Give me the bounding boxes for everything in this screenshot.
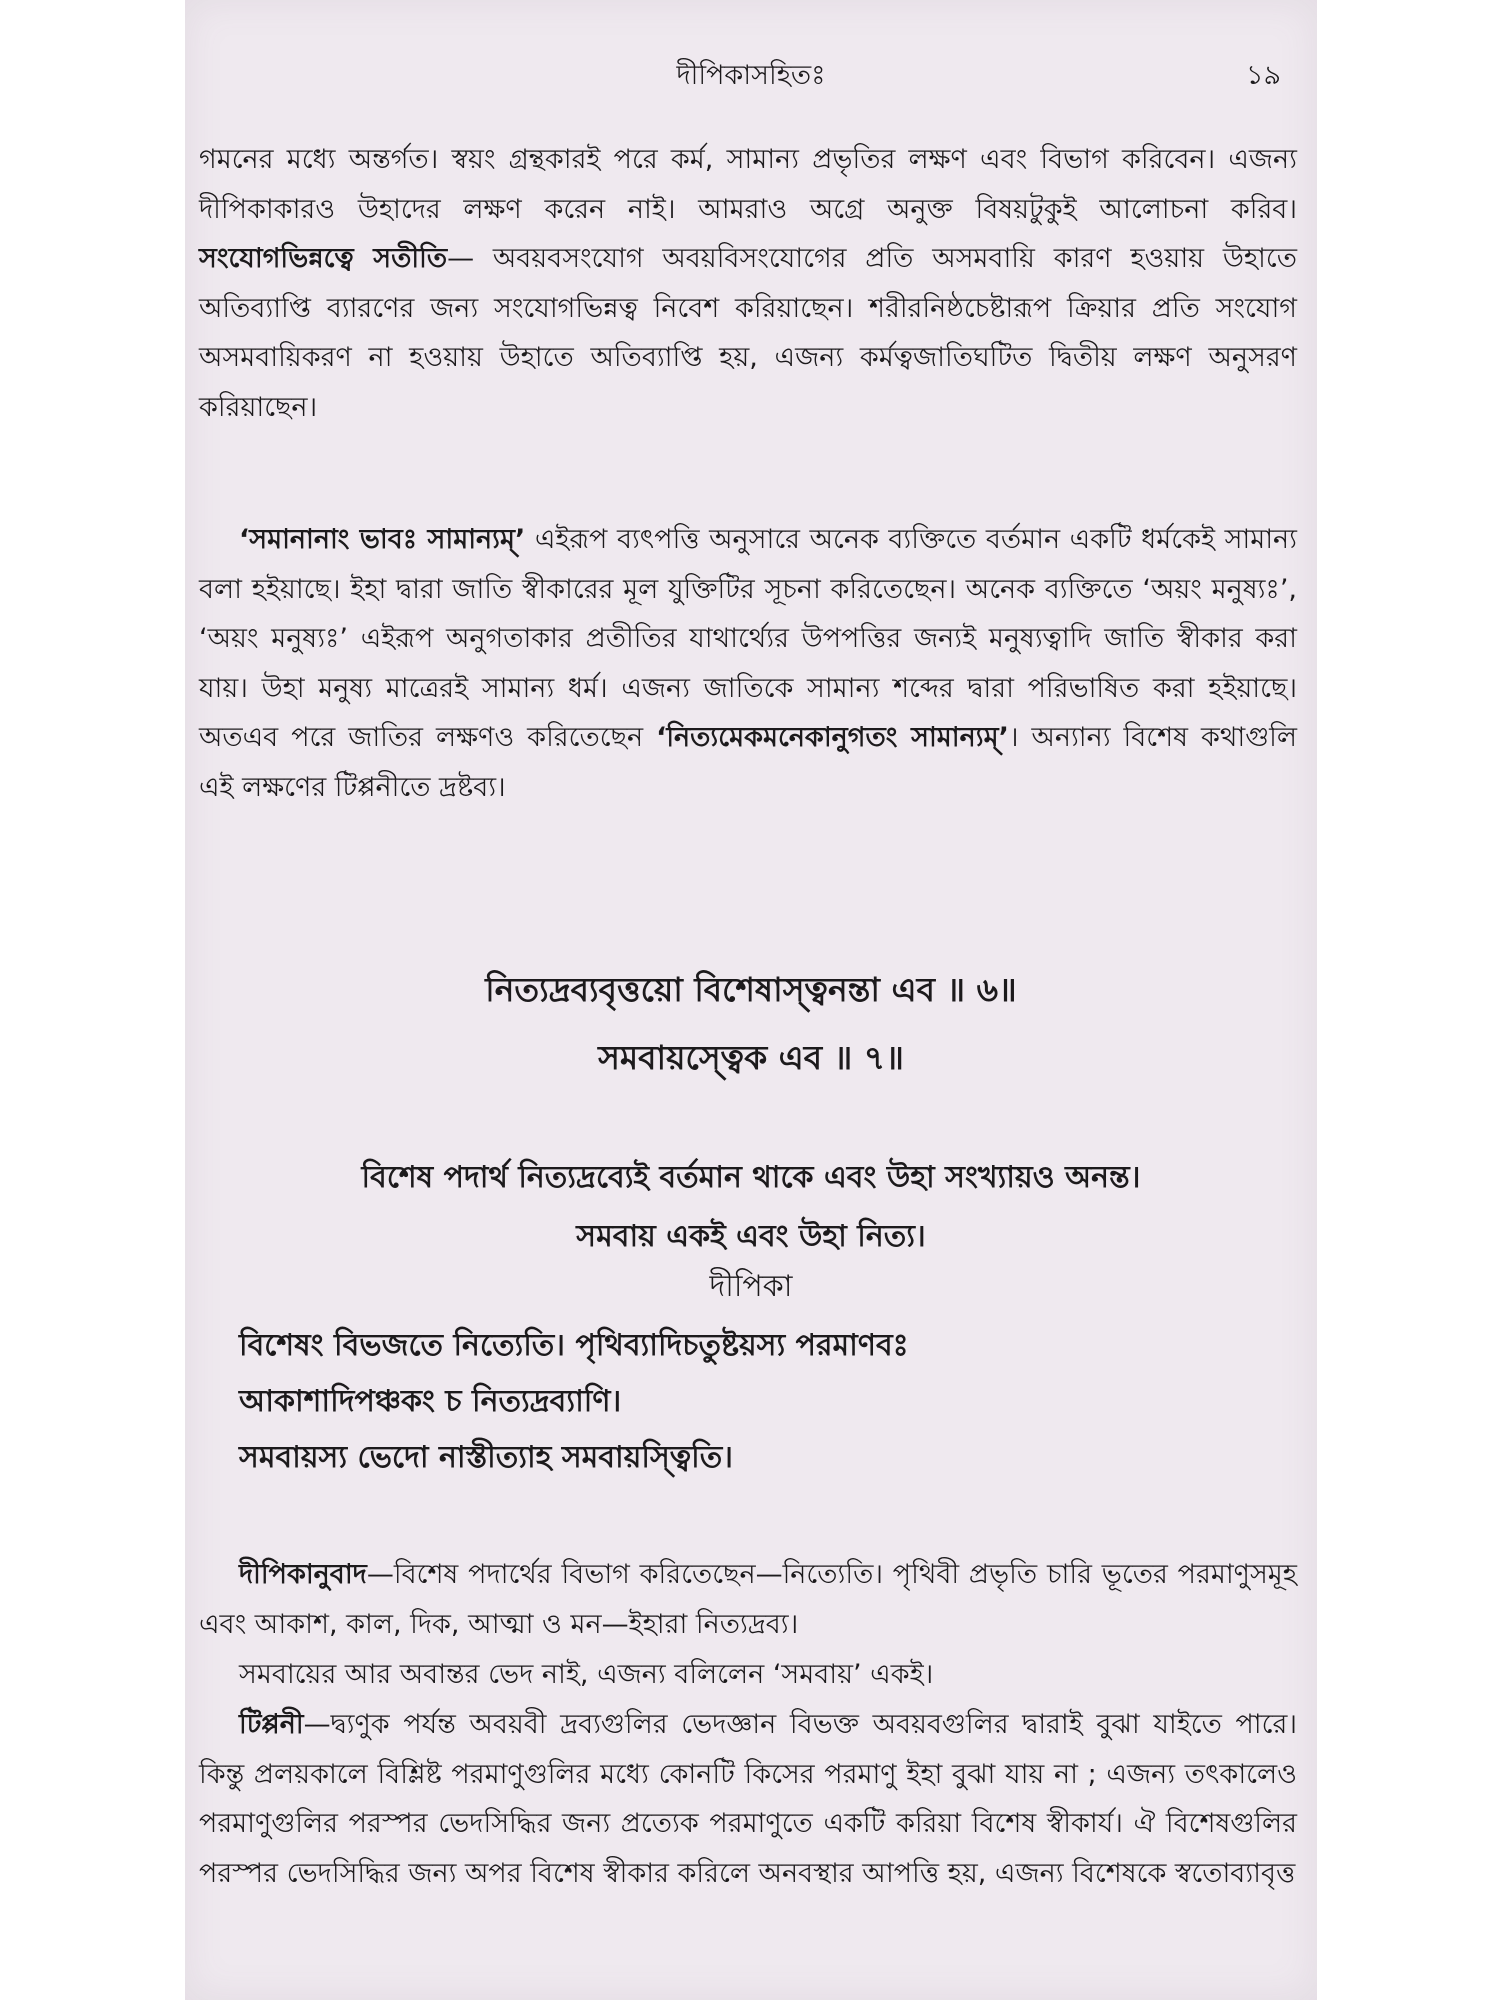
paragraph-1-text-a: গমনের মধ্যে অন্তর্গত। স্বয়ং গ্রন্থকারই পরে কর্ম, সামান্য প্রভৃতির লক্ষণ এবং বিভাগ করিবেন। এজন্য দীপিকাকারও উহাদের লক্ষণ করেন নাই। আমরাও অগ্রে অনুক্ত বিষয়টুকুই আলোচনা করিব। [199,144,1297,225]
sutra-line-2: সমবায়স্ত্বেক এব ॥ ৭॥ [598,1038,904,1077]
translation-line-1: বিশেষ পদার্থ নিত্যদ্রব্যেই বর্তমান থাকে এবং উহা সংখ্যায়ও অনন্ত। [361,1160,1141,1195]
anuvad-text: —বিশেষ পদার্থের বিভাগ করিতেছেন—নিত্যেতি। পৃথিবী প্রভৃতি চারি ভূতের পরমাণুসমূহ এবং আকাশ, কাল, দিক, আত্মা ও মন—ইহারা নিত্যদ্রব্য। [199,1559,1297,1640]
dipika-heading: দীপিকা [709,1269,793,1304]
running-header [185,55,1317,95]
paragraph-1-text-c: — অবয়বসংযোগ অবয়বিসংযোগের প্রতি অসমবায়ি কারণ হওয়ায় উহাতে অতিব্যাপ্তি ব্যারণের জন্য সংযোগভিন্নত্ব নিবেশ করিয়াছেন। শরীরনিষ্ঠচেষ্টারূপ ক্রিয়ার প্রতি সংযোগ অসমবায়িকরণ না হওয়ায় উহাতে অতিব্যাপ্তি হয়, এজন্য কর্মত্বজাতিঘটিত দ্বিতীয় লক্ষণ অনুসরণ করিয়াছেন। [199,243,1297,423]
paragraph-1-bold-term: সংযোগভিন্নত্বে সতীতি [199,243,448,274]
paragraph-2 [199,515,1297,812]
translation-line-2: সমবায় একই এবং উহা নিত্য। [576,1219,926,1254]
book-page [185,0,1317,2000]
page-number: ১৯ [1245,60,1281,91]
anuvad-paragraph [199,1550,1297,1649]
anuvad-paragraph-2: সমবায়ের আর অবান্তর ভেদ নাই, এজন্য বলিলেন ‘সমবায়’ একই। [239,1659,934,1690]
tippani-text: —দ্ব্যণুক পর্যন্ত অবয়বী দ্রব্যগুলির ভেদজ্ঞান বিভক্ত অবয়বগুলির দ্বারাই বুঝা যাইতে পারে। কিন্তু প্রলয়কালে বিশ্লিষ্ট পরমাণুগুলির মধ্যে কোনটি কিসের পরমাণু ইহা বুঝা যায় না ; এজন্য তৎকালেও পরমাণুগুলির পরস্পর ভেদসিদ্ধির জন্য প্রত্যেক পরমাণুতে একটি করিয়া বিশেষ স্বীকার্য। ঐ বিশেষগুলির পরস্পর ভেদসিদ্ধির জন্য অপর বিশেষ স্বীকার করিলে অনবস্থার আপত্তি হয়, এজন্য বিশেষকে স্বতোব্যাবৃত্ত [199,1709,1297,1889]
tippani-paragraph [199,1700,1297,1898]
dipika-line-3: সমবায়স্য ভেদো নাস্তীত্যাহ সমবায়স্ত্বিতি। [239,1440,733,1475]
dipika-line-1: বিশেষং বিভজতে নিত্যেতি। পৃথিব্যাদিচতুষ্টয়স্য পরমাণবঃ [239,1328,909,1363]
sutra-line-1: নিত্যদ্রব্যবৃত্তয়ো বিশেষাস্ত্বনন্তা এব ॥ ৬॥ [485,970,1017,1009]
paragraph-2-bold-quote-2: ‘নিত্যমেকমনেকানুগতং সামান্যম্’ [656,722,1009,753]
paragraph-2-bold-quote-1: ‘সমানানাং ভাবঃ সামান্যম্’ [239,524,526,555]
paragraph-2-text-a: এইরূপ ব্যৎপত্তি অনুসারে অনেক ব্যক্তিতে বর্তমান একটি ধর্মকেই সামান্য বলা হইয়াছে। ইহা দ্বারা জাতি স্বীকারের মূল যুক্তিটির সূচনা করিতেছেন। অনেক ব্যক্তিতে ‘অয়ং মনুষ্যঃ’, ‘অয়ং মনুষ্যঃ’ এইরূপ অনুগতাকার প্রতীতির যাথার্থ্যের উপপত্তির জন্যই মনুষ্যত্বাদি জাতি স্বীকার করা যায়। উহা মনুষ্য মাত্রেরই সামান্য ধর্ম। এজন্য জাতিকে সামান্য শব্দের দ্বারা পরিভাষিত করা হইয়াছে। অতএব পরে জাতির লক্ষণও করিতেছেন [199,524,1297,753]
tippani-label: টিপ্পনী [239,1709,304,1740]
running-title: দীপিকাসহিতঃ [676,60,826,91]
paragraph-2-text-c: । অন্যান্য বিশেষ কথাগুলি এই লক্ষণের টিপ্পনীতে দ্রষ্টব্য। [199,722,1297,803]
paragraph-1 [199,135,1297,432]
anuvad-label: দীপিকানুবাদ [239,1559,367,1590]
dipika-line-2: আকাশাদিপঞ্চকং চ নিত্যদ্রব্যাণি। [239,1384,622,1419]
